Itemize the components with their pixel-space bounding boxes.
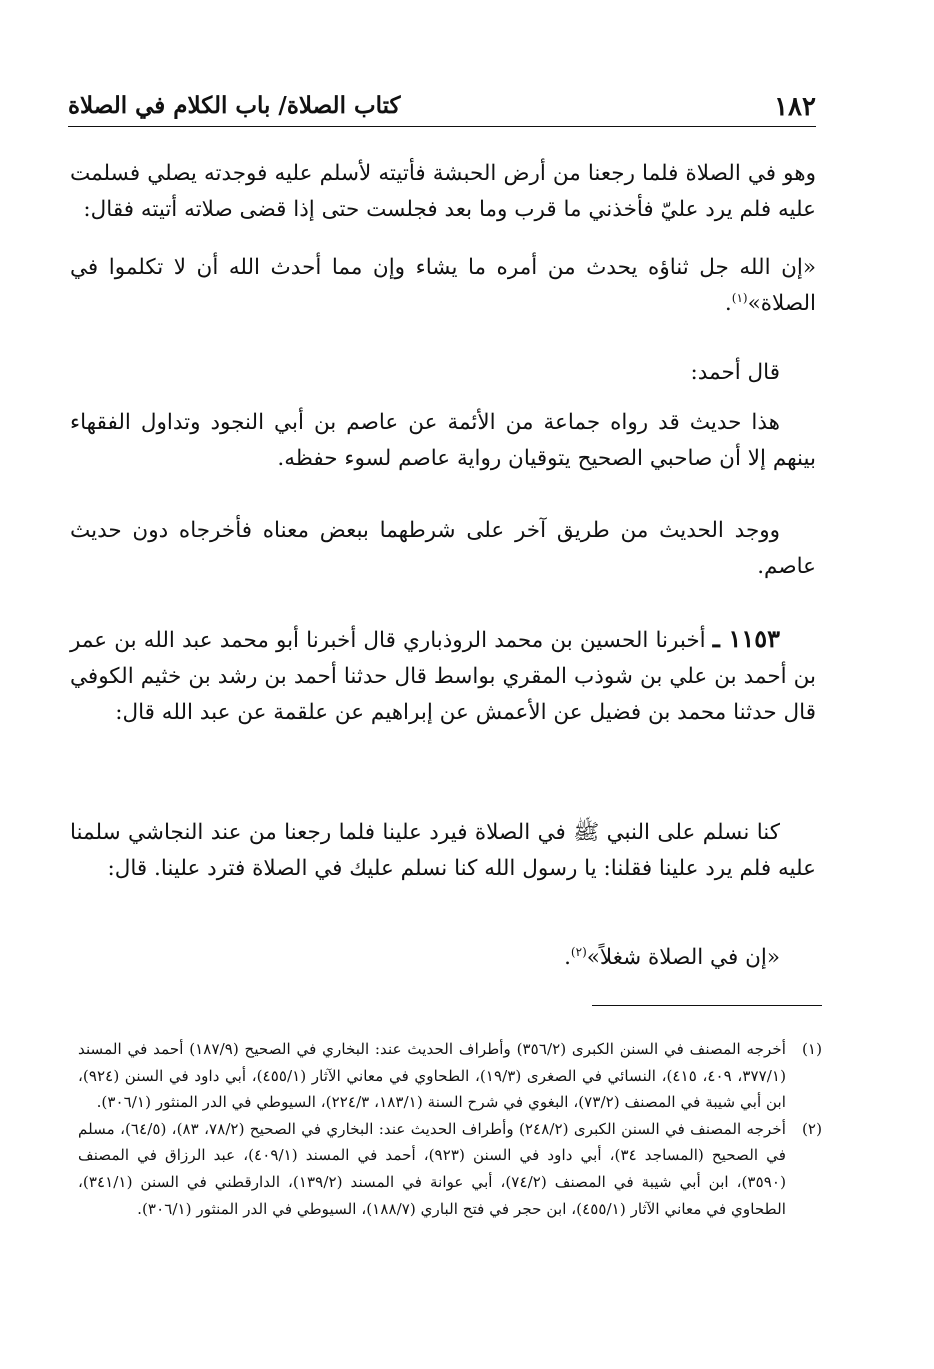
hadith-quote-2: «إن في الصلاة شغلاً»: [586, 945, 780, 970]
paragraph-5-text: ووجد الحديث من طريق آخر على شرطهما ببعض معناه فأخرجاه دون حديث عاصم.: [70, 518, 816, 579]
paragraph-2: «إن الله جل ثناؤه يحدث من أمره ما يشاء وإن مما أحدث الله أن لا تكلموا في الصلاة»$^{(١)}$.: [70, 255, 816, 316]
page-number: ١٨٢: [774, 92, 816, 122]
hadith-number: ١١٥٣ ـ: [712, 624, 780, 653]
footnote-1: [78, 1036, 822, 1116]
paragraph-1-text: وهو في الصلاة فلما رجعنا من أرض الحبشة فأتيته لأسلم عليه فوجدته يصلي فسلمت عليه فلم يرد عليّ فأخذني ما قرب وما بعد فجلست حتى إذا قضى صلاته أتيته فقال:: [70, 161, 816, 222]
qala-ahmad: قال أحمد:: [690, 360, 780, 385]
footnote-2-text: أخرجه المصنف في السنن الكبرى (٢٤٨/٢) وأطراف الحديث عند: البخاري في الصحيح (٧٨/٢، ٨٣)، (٦٤/٥)، مسلم في الصحيح (المساجد ٣٤)، أبي داود في السنن (٩٢٣)، أحمد في المسند (٤٠٩/١)، عبد الرزاق في المصنف (٣٥٩٠)، ابن أبي شيبة في المصنف (٧٤/٢)، أبي عوانة في المسند (١٣٩/٢)، الدارقطني في السنن (٣٤١/١)، الطحاوي في معاني الآثار (٤٥٥/١)، ابن حجر في فتح الباري (١٨٨/٧)، السيوطي في الدر المنثور (٣٠٦/١).: [78, 1119, 786, 1218]
footnote-2-number: (٢): [801, 1119, 822, 1138]
paragraph-6: [70, 621, 816, 731]
page-header: [68, 92, 816, 127]
paragraph-7: [70, 815, 816, 887]
paragraph-4: [70, 405, 816, 477]
footnote-1-text: أخرجه المصنف في السنن الكبرى (٣٥٦/٢) وأطراف الحديث عند: البخاري في الصحيح (١٨٧/٩) أحمد في المسند (٣٧٧/١، ٤٠٩، ٤١٥)، النسائي في الصغرى (١٩/٣)، الطحاوي في معاني الآثار (٤٥٥/١)، أبي داود في السنن (٩٢٤)، ابن أبي شيبة في المصنف (٧٣/٢)، البغوي في شرح السنة (١٨٣/١، ٢٢٤/٣)، السيوطي في الدر المنثور (٣٠٦/١).: [78, 1040, 786, 1112]
footnote-1-number: (١): [801, 1040, 822, 1058]
paragraph-3: [70, 355, 816, 391]
paragraph-1: [70, 156, 816, 228]
footnote-separator: [592, 1005, 822, 1006]
paragraph-4-text: هذا حديث قد رواه جماعة من الأئمة عن عاصم بن أبي النجود وتداول الفقهاء بينهم إلا أن صاحبي الصحيح يتوقيان رواية عاصم لسوء حفظه.: [70, 410, 816, 471]
footnote-ref-1[interactable]: (١): [731, 290, 748, 305]
footnote-2: [78, 1116, 822, 1222]
hadith-quote-1: «إن الله جل ثناؤه يحدث من أمره ما يشاء وإن مما أحدث الله أن لا تكلموا في الصلاة»: [70, 255, 816, 316]
isnad-text: أخبرنا الحسين بن محمد الروذباري قال أخبرنا أبو محمد عبد الله بن عمر بن أحمد بن علي بن شوذب المقري بواسط قال حدثنا أحمد بن رشد بن خثيم الكوفي قال حدثنا محمد بن فضيل عن الأعمش عن إبراهيم عن علقمة عن عبد الله قال:: [70, 628, 816, 725]
hadith-text: كنا نسلم على النبي ﷺ في الصلاة فيرد علينا فلما رجعنا من عند النجاشي سلمنا عليه فلم يرد علينا فقلنا: يا رسول الله كنا نسلم عليك في الصلاة فترد علينا. قال:: [70, 820, 816, 881]
footnotes: [78, 1036, 822, 1222]
footnote-ref-2[interactable]: (٢): [570, 944, 587, 959]
paragraph-5: [70, 513, 816, 585]
paragraph-8: «إن في الصلاة شغلاً»$^{(٢)}$.: [564, 944, 780, 970]
running-title: كتاب الصلاة/ باب الكلام في الصلاة: [68, 92, 401, 119]
